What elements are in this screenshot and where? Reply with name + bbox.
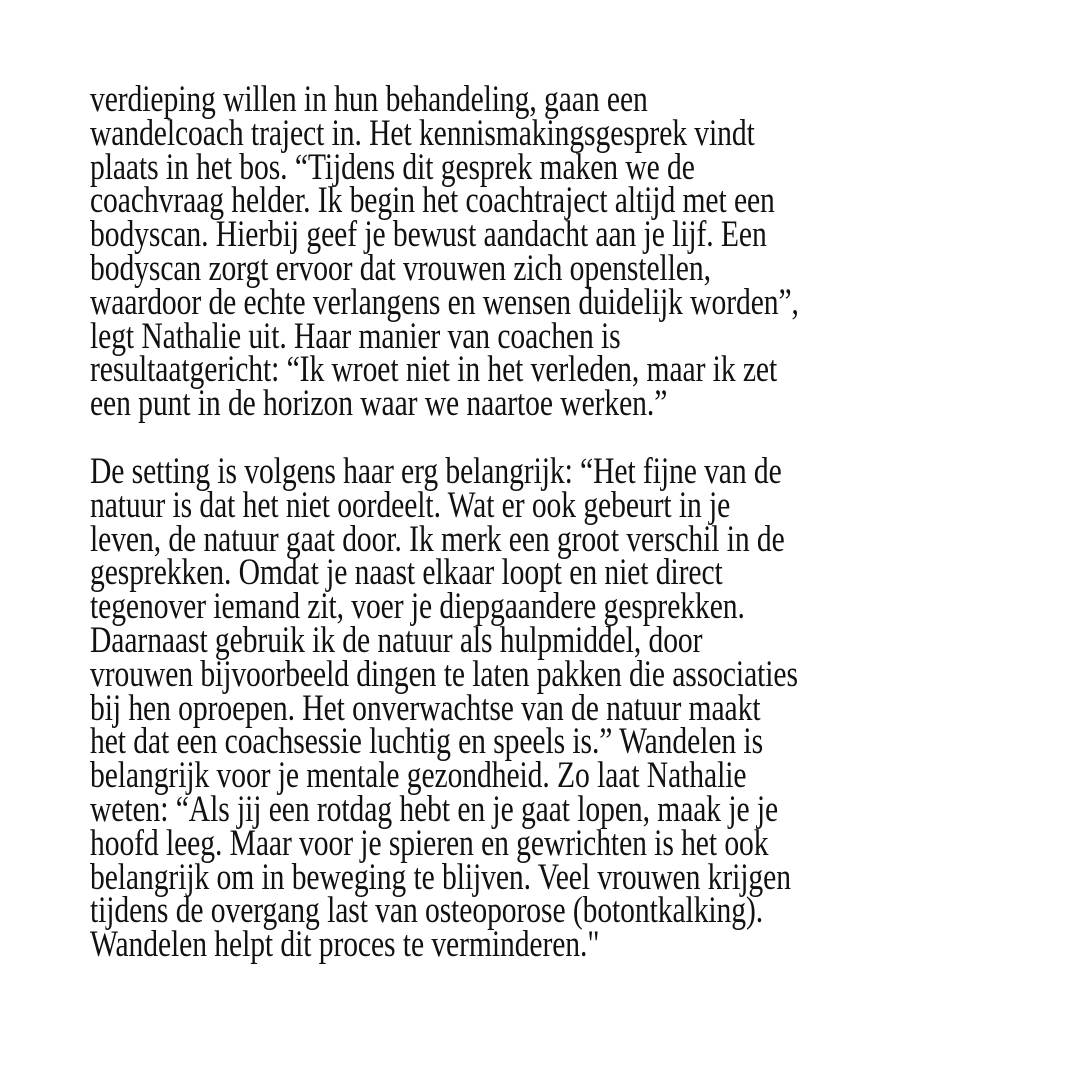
- text-line: hoofd leeg. Maar voor je spieren en gewrichten is het ook: [90, 822, 769, 864]
- text-line: tegenover iemand zit, voer je diepgaandere gesprekken.: [90, 586, 745, 628]
- text-line: resultaatgericht: “Ik wroet niet in het verleden, maar ik zet: [90, 349, 778, 391]
- paragraph-2: [90, 450, 1070, 966]
- text-line: coachvraag helder. Ik begin het coachtraject altijd met een: [90, 180, 775, 222]
- text-line: belangrijk voor je mentale gezondheid. Zo laat Nathalie: [90, 755, 747, 797]
- text-line: vrouwen bijvoorbeeld dingen te laten pakken die associaties: [90, 653, 798, 695]
- text-line: wandelcoach traject in. Het kennismakingsgesprek vindt: [90, 112, 755, 154]
- text-line: gesprekken. Omdat je naast elkaar loopt en niet direct: [90, 552, 723, 594]
- text-line: legt Nathalie uit. Haar manier van coachen is: [90, 315, 621, 357]
- text-line: bij hen oproepen. Het onverwachtse van de natuur maakt: [90, 687, 761, 729]
- text-line: weten: “Als jij een rotdag hebt en je gaat lopen, maak je je: [90, 788, 779, 830]
- text-line: leven, de natuur gaat door. Ik merk een groot verschil in de: [90, 518, 785, 560]
- text-line: De setting is volgens haar erg belangrijk: “Het fijne van de: [90, 450, 782, 492]
- paragraph-1: [90, 79, 1070, 425]
- text-line: natuur is dat het niet oordeelt. Wat er ook gebeurt in je: [90, 484, 731, 526]
- text-line: Wandelen helpt dit proces te verminderen.": [90, 924, 600, 966]
- text-line: plaats in het bos. “Tijdens dit gesprek maken we de: [90, 146, 695, 188]
- text-line: Daarnaast gebruik ik de natuur als hulpmiddel, door: [90, 619, 703, 661]
- text-line: een punt in de horizon waar we naartoe werken.”: [90, 383, 668, 425]
- text-line: belangrijk om in beweging te blijven. Veel vrouwen krijgen: [90, 856, 791, 898]
- text-line: waardoor de echte verlangens en wensen duidelijk worden”,: [90, 281, 799, 323]
- article-body: [90, 79, 1070, 966]
- text-line: bodyscan. Hierbij geef je bewust aandacht aan je lijf. Een: [90, 214, 767, 256]
- text-line: bodyscan zorgt ervoor dat vrouwen zich openstellen,: [90, 247, 711, 289]
- text-line: het dat een coachsessie luchtig en speels is.” Wandelen is: [90, 721, 764, 763]
- text-line: tijdens de overgang last van osteoporose (botontkalking).: [90, 890, 764, 932]
- text-line: verdieping willen in hun behandeling, gaan een: [90, 79, 648, 120]
